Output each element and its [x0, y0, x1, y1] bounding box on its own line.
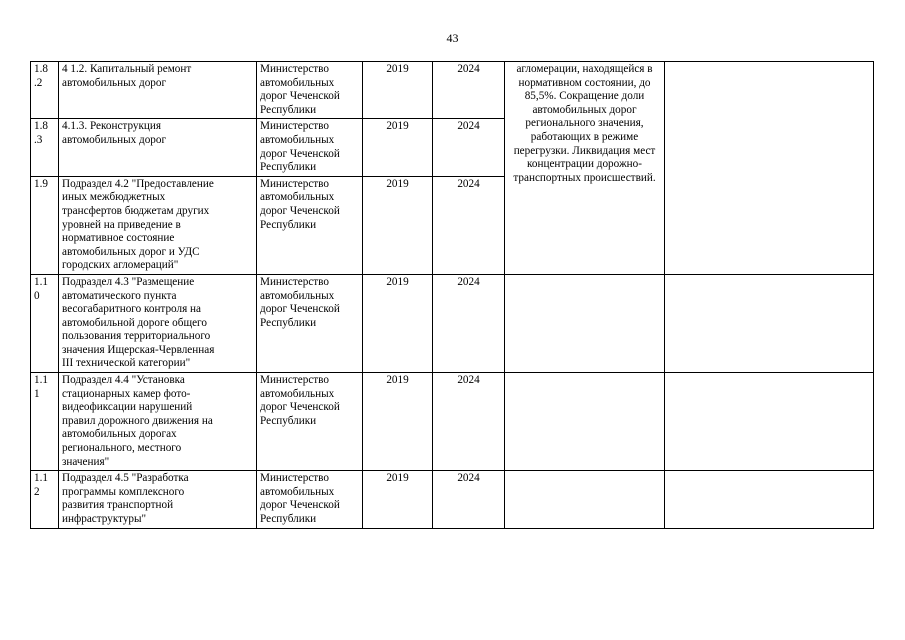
end-year-cell: 2024 — [433, 176, 505, 274]
table-row — [31, 373, 874, 471]
empty-cell — [665, 471, 874, 528]
start-year-cell: 2019 — [363, 119, 433, 176]
empty-cell — [665, 274, 874, 372]
executor-cell: Министерство автомобильных дорог Чеченской Республики — [257, 119, 363, 176]
start-year-cell: 2019 — [363, 274, 433, 372]
executor-cell: Министерство автомобильных дорог Чеченской Республики — [257, 62, 363, 119]
start-year-cell: 2019 — [363, 176, 433, 274]
end-year-cell: 2024 — [433, 119, 505, 176]
empty-cell — [665, 373, 874, 471]
end-year-cell: 2024 — [433, 471, 505, 528]
row-number-cell: 1.1 1 — [31, 373, 59, 471]
row-number-cell: 1.8 .2 — [31, 62, 59, 119]
start-year-cell: 2019 — [363, 62, 433, 119]
expected-result-cell — [505, 274, 665, 372]
table-row — [31, 274, 874, 372]
end-year-cell: 2024 — [433, 62, 505, 119]
activity-name-cell: Подраздел 4.3 "Размещение автоматического пункта весогабаритного контроля на автомобильной дороге общего пользования территориального значения Ищерская-Червленная III технической категории" — [59, 274, 257, 372]
table-row — [31, 62, 874, 119]
end-year-cell: 2024 — [433, 274, 505, 372]
executor-cell: Министерство автомобильных дорог Чеченской Республики — [257, 176, 363, 274]
table-row — [31, 471, 874, 528]
activity-name-cell: 4 1.2. Капитальный ремонт автомобильных дорог — [59, 62, 257, 119]
executor-cell: Министерство автомобильных дорог Чеченской Республики — [257, 471, 363, 528]
start-year-cell: 2019 — [363, 471, 433, 528]
row-number-cell: 1.1 0 — [31, 274, 59, 372]
empty-cell — [665, 62, 874, 275]
row-number-cell: 1.1 2 — [31, 471, 59, 528]
page-number: 43 — [446, 31, 459, 45]
executor-cell: Министерство автомобильных дорог Чеченской Республики — [257, 373, 363, 471]
row-number-cell: 1.9 — [31, 176, 59, 274]
program-activities-table — [30, 61, 874, 529]
expected-result-text: агломерации, находящейся в нормативном состоянии, до 85,5%. Сокращение доли автомобильных дорог регионального значения, работающих в режиме перегрузки. Ликвидация мест концентрации дорожно-транспортных происшествий. — [513, 63, 656, 184]
activity-name-cell: Подраздел 4.2 "Предоставление иных межбюджетных трансфертов бюджетам других уровней на приведение в нормативное состояние автомобильных дорог и УДС городских агломераций" — [59, 176, 257, 274]
expected-result-cell — [505, 373, 665, 471]
activity-name-cell: 4.1.3. Реконструкция автомобильных дорог — [59, 119, 257, 176]
activity-name-cell: Подраздел 4.5 "Разработка программы комплексного развития транспортной инфраструктуры" — [59, 471, 257, 528]
executor-cell: Министерство автомобильных дорог Чеченской Республики — [257, 274, 363, 372]
row-number-cell: 1.8 .3 — [31, 119, 59, 176]
activity-name-cell: Подраздел 4.4 "Установка стационарных камер фото- видеофиксации нарушений правил дорожного движения на автомобильных дорогах регионального, местного значения" — [59, 373, 257, 471]
expected-result-cell — [505, 471, 665, 528]
end-year-cell: 2024 — [433, 373, 505, 471]
start-year-cell: 2019 — [363, 373, 433, 471]
expected-result-cell — [505, 62, 665, 275]
